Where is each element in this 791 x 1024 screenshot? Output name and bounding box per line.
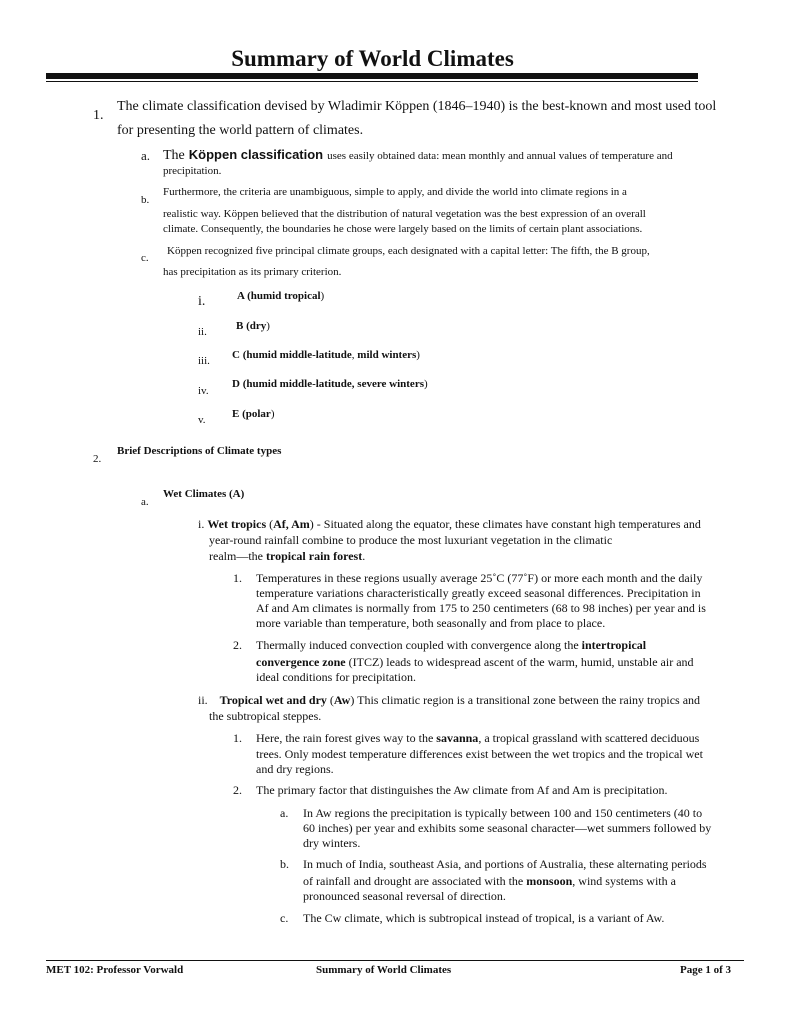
wet-dry-number: ii.	[198, 693, 208, 707]
section-1-line-1: The climate classification devised by Wladimir Köppen (1846–1940) is the best-known and most used tool	[117, 99, 717, 114]
group-b-label: B (dry)	[236, 320, 270, 332]
wet-dry-point-1-line-3: and dry regions.	[256, 762, 334, 776]
item-1a-rest: uses easily obtained data: mean monthly and annual values of temperature and	[327, 150, 673, 162]
wet-dry-point-1-line-1: Here, the rain forest gives way to the savanna, a tropical grassland with scattered deciduous	[256, 731, 700, 745]
item-1b-line-1: Furthermore, the criteria are unambiguous, simple to apply, and divide the world into climate regions in a	[163, 186, 627, 198]
wet-dry-sub-a-number: a.	[280, 806, 289, 820]
wet-tropics-point-2-line-3: ideal conditions for precipitation.	[256, 670, 416, 684]
savanna-term: savanna	[436, 731, 479, 745]
group-e-label: E (polar)	[232, 408, 275, 420]
wet-dry-sub-a-line-3: dry winters.	[303, 836, 361, 850]
wet-tropics-line-3: realm—the tropical rain forest.	[209, 549, 366, 563]
section-1-line-2: for presenting the world pattern of climates.	[117, 123, 364, 138]
wet-dry-paragraph: ii. Tropical wet and dry (Aw) This climatic region is a transitional zone between the rainy tropics and	[198, 693, 701, 707]
wet-dry-line-2: the subtropical steppes.	[209, 709, 322, 723]
wet-dry-sub-b-line-2: of rainfall and drought are associated with the monsoon, wind systems with a	[303, 874, 676, 888]
group-iii-number: iii.	[198, 355, 210, 367]
group-c-name-2: mild winters	[357, 349, 417, 361]
item-1b-line-2: realistic way. Köppen believed that the distribution of natural vegetation was the best expression of an overall	[163, 208, 646, 220]
wet-tropics-paragraph: i. Wet tropics (Af, Am) - Situated along the equator, these climates have constant high temperatures and	[198, 517, 701, 531]
tropical-rain-forest-term: tropical rain forest	[265, 549, 363, 563]
group-a-name: humid tropical	[250, 290, 321, 302]
group-i-number: i.	[198, 294, 206, 309]
footer-title: Summary of World Climates	[316, 964, 452, 976]
wet-tropics-point-1-line-2: temperature variations characteristically greatly exceed seasonal differences. Precipitation in	[256, 586, 701, 600]
item-1c-line-1: Köppen recognized five principal climate groups, each designated with a capital letter: The fifth, the B group,	[167, 245, 650, 257]
wet-tropics-point-2-number: 2.	[233, 638, 242, 652]
section-2-heading: Brief Descriptions of Climate types	[117, 445, 282, 457]
group-b-name: dry	[249, 320, 267, 332]
group-v-number: v.	[198, 414, 206, 426]
wet-tropics-number: i.	[198, 517, 205, 531]
wet-tropics-term: Wet tropics	[207, 517, 267, 531]
group-d-label: D (humid middle-latitude, severe winters)	[232, 378, 428, 390]
wet-dry-sub-b-number: b.	[280, 857, 289, 871]
wet-tropics-point-1-line-3: Af and Am climates is normally from 175 to 250 centimeters (68 to 98 inches) per year and is	[256, 601, 706, 615]
wet-dry-code: Aw	[333, 693, 351, 707]
footer-page-number: Page 1 of 3	[680, 964, 732, 976]
group-e-name: polar	[245, 408, 271, 420]
footer-course: MET 102: Professor Vorwald	[46, 964, 184, 976]
wet-dry-point-2-number: 2.	[233, 783, 242, 797]
wet-dry-sub-c-line-1: The Cw climate, which is subtropical instead of tropical, is a variant of Aw.	[303, 911, 665, 925]
wet-tropics-point-1-number: 1.	[233, 571, 242, 585]
wet-dry-term: Tropical wet and dry	[219, 693, 327, 707]
item-1a-the: The	[163, 148, 185, 163]
footer-rule	[46, 960, 744, 961]
wet-tropics-point-2-line-2: convergence zone (ITCZ) leads to widespread ascent of the warm, humid, unstable air and	[256, 655, 694, 669]
group-c-label: C (humid middle-latitude, mild winters)	[232, 349, 420, 361]
monsoon-term: monsoon	[526, 874, 573, 888]
wet-dry-sub-a-line-1: In Aw regions the precipitation is typically between 100 and 150 centimeters (40 to	[303, 806, 703, 820]
item-2a-label: a.	[141, 496, 149, 508]
item-1b-line-3: climate. Consequently, the boundaries he chose were largely based on the limits of certain plant associations.	[163, 223, 643, 235]
item-1b-label: b.	[141, 194, 150, 206]
wet-dry-sub-b-line-1: In much of India, southeast Asia, and portions of Australia, these alternating periods	[303, 857, 707, 871]
item-1a-label: a.	[141, 148, 151, 163]
wet-dry-sub-c-number: c.	[280, 911, 289, 925]
item-1c-label: c.	[141, 252, 149, 264]
wet-dry-point-1-number: 1.	[233, 731, 242, 745]
title-rule-thick	[46, 73, 698, 79]
item-1a-bold-term: Köppen classification	[188, 147, 324, 162]
section-1-number: 1.	[93, 108, 104, 123]
wet-tropics-point-1-line-4: more variable than temperature, both seasonally and from place to place.	[256, 616, 606, 630]
wet-dry-point-1-line-2: trees. Only modest temperature differences exist between the wet tropics and the tropical wet	[256, 747, 703, 761]
itcz-term-part-1: intertropical	[581, 638, 647, 652]
item-1a-line-2: precipitation.	[163, 165, 222, 177]
group-ii-number: ii.	[198, 326, 207, 338]
group-iv-number: iv.	[198, 385, 209, 397]
group-c-name: humid middle-latitude	[246, 349, 352, 361]
section-2-number: 2.	[93, 453, 102, 465]
group-a-label: A (humid tropical)	[237, 290, 325, 302]
item-1a-line-1	[163, 146, 673, 164]
wet-dry-sub-a-line-2: 60 inches) per year and exhibits some seasonal character—wet summers followed by	[303, 821, 712, 835]
wet-dry-point-2-line-1: The primary factor that distinguishes the Aw climate from Af and Am is precipitation.	[256, 783, 668, 797]
title-rule-thin	[46, 81, 698, 82]
itcz-term-part-2: convergence zone	[256, 655, 346, 669]
item-1c-line-2: has precipitation as its primary criterion.	[163, 266, 342, 278]
wet-tropics-line-2: year-round rainfall combine to produce the most luxuriant vegetation in the climatic	[209, 533, 613, 547]
wet-tropics-codes: Af, Am	[273, 517, 310, 531]
item-2a-heading: Wet Climates (A)	[163, 488, 245, 500]
wet-tropics-point-2-line-1: Thermally induced convection coupled with convergence along the intertropical	[256, 638, 647, 652]
wet-dry-sub-b-line-3: pronounced seasonal reversal of direction.	[303, 889, 506, 903]
page-title: Summary of World Climates	[231, 46, 514, 71]
group-d-name: humid middle-latitude, severe winters	[246, 378, 424, 390]
wet-tropics-point-1-line-1: Temperatures in these regions usually average 25˚C (77˚F) or more each month and the daily	[256, 571, 703, 585]
